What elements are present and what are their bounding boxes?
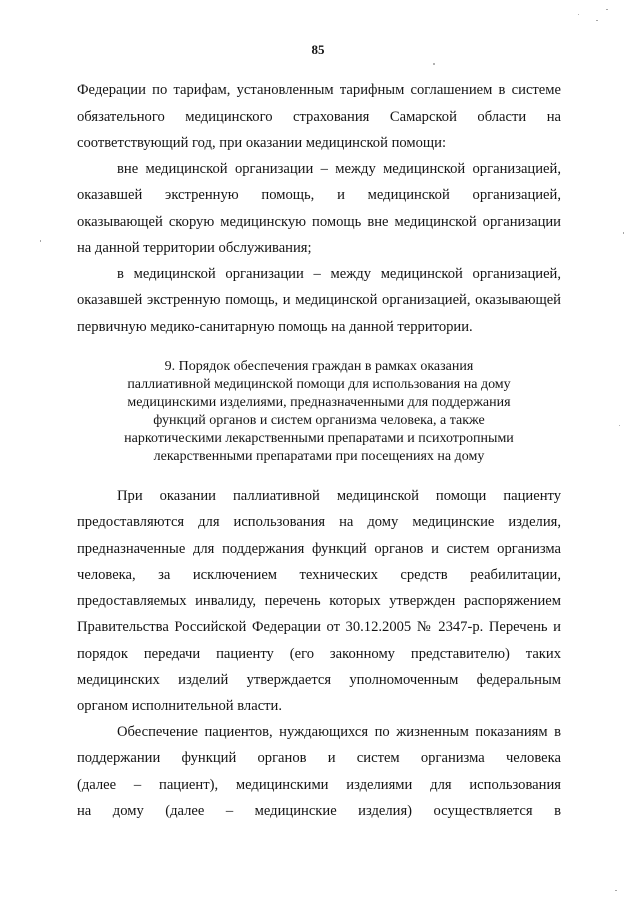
scan-speck [40,240,41,242]
paragraph-line: обязательного медицинского страхования Самарской области на [77,109,561,125]
paragraph-line: предоставляемых инвалиду, перечень которых утвержден распоряжением [77,593,561,609]
paragraph-line: Обеспечение пациентов, нуждающихся по жизненным показаниям в [117,724,561,740]
paragraph-line: человека, за исключением технических средств реабилитации, [77,567,561,583]
scan-speck [433,63,435,65]
paragraph-line: на данной территории обслуживания; [77,240,312,256]
section-heading-line: 9. Порядок обеспечения граждан в рамках оказания [164,359,474,374]
paragraph-line: первичную медико-санитарную помощь на данной территории. [77,319,473,335]
paragraph-line: органом исполнительной власти. [77,698,283,714]
paragraph-line: Федерации по тарифам, установленным тарифным соглашением в системе [77,82,561,98]
scan-speck [578,14,579,15]
paragraph-line: на дому (далее – медицинские изделия) осуществляется в [77,803,561,819]
section-heading-line: функций органов и систем организма человека, а также [153,413,485,428]
paragraph-line: поддержании функций органов и систем организма человека [77,750,561,766]
section-heading-line: лекарственными препаратами при посещениях на дому [153,449,485,464]
paragraph-line: оказавшей экстренную помощь, и медицинской организацией, оказывающей [77,292,561,308]
section-heading-line: наркотическими лекарственными препаратами и психотропными [124,431,514,446]
paragraph-line: оказывающей скорую медицинскую помощь вне медицинской организации [77,214,561,230]
paragraph-line: оказавшей экстренную помощь, и медицинской организацией, [77,187,561,203]
paragraph-line: медицинских изделий утверждается уполномоченным федеральным [77,672,561,688]
paragraph-line: предоставляются для использования на дому медицинские изделия, [77,514,561,530]
scan-speck [619,425,620,426]
scan-speck [596,20,598,21]
paragraph-line: При оказании паллиативной медицинской помощи пациенту [117,488,561,504]
paragraph-line: соответствующий год, при оказании медицинской помощи: [77,135,447,151]
scan-speck [615,890,617,891]
paragraph-line: Правительства Российской Федерации от 30.12.2005 № 2347-р. Перечень и [77,619,561,635]
section-heading-line: паллиативной медицинской помощи для использования на дому [127,377,511,392]
scan-speck [606,9,608,10]
paragraph-line: вне медицинской организации – между медицинской организацией, [117,161,561,177]
paragraph-line: в медицинской организации – между медицинской организацией, [117,266,561,282]
paragraph-line: порядок передачи пациенту (его законному представителю) таких [77,646,561,662]
paragraph-line: предназначенные для поддержания функций органов и систем организма [77,541,561,557]
scan-speck [623,232,624,234]
section-heading-line: медицинскими изделиями, предназначенными для поддержания [127,395,511,410]
page-number: 85 [311,42,325,57]
paragraph-line: (далее – пациент), медицинскими изделиями для использования [77,777,561,793]
